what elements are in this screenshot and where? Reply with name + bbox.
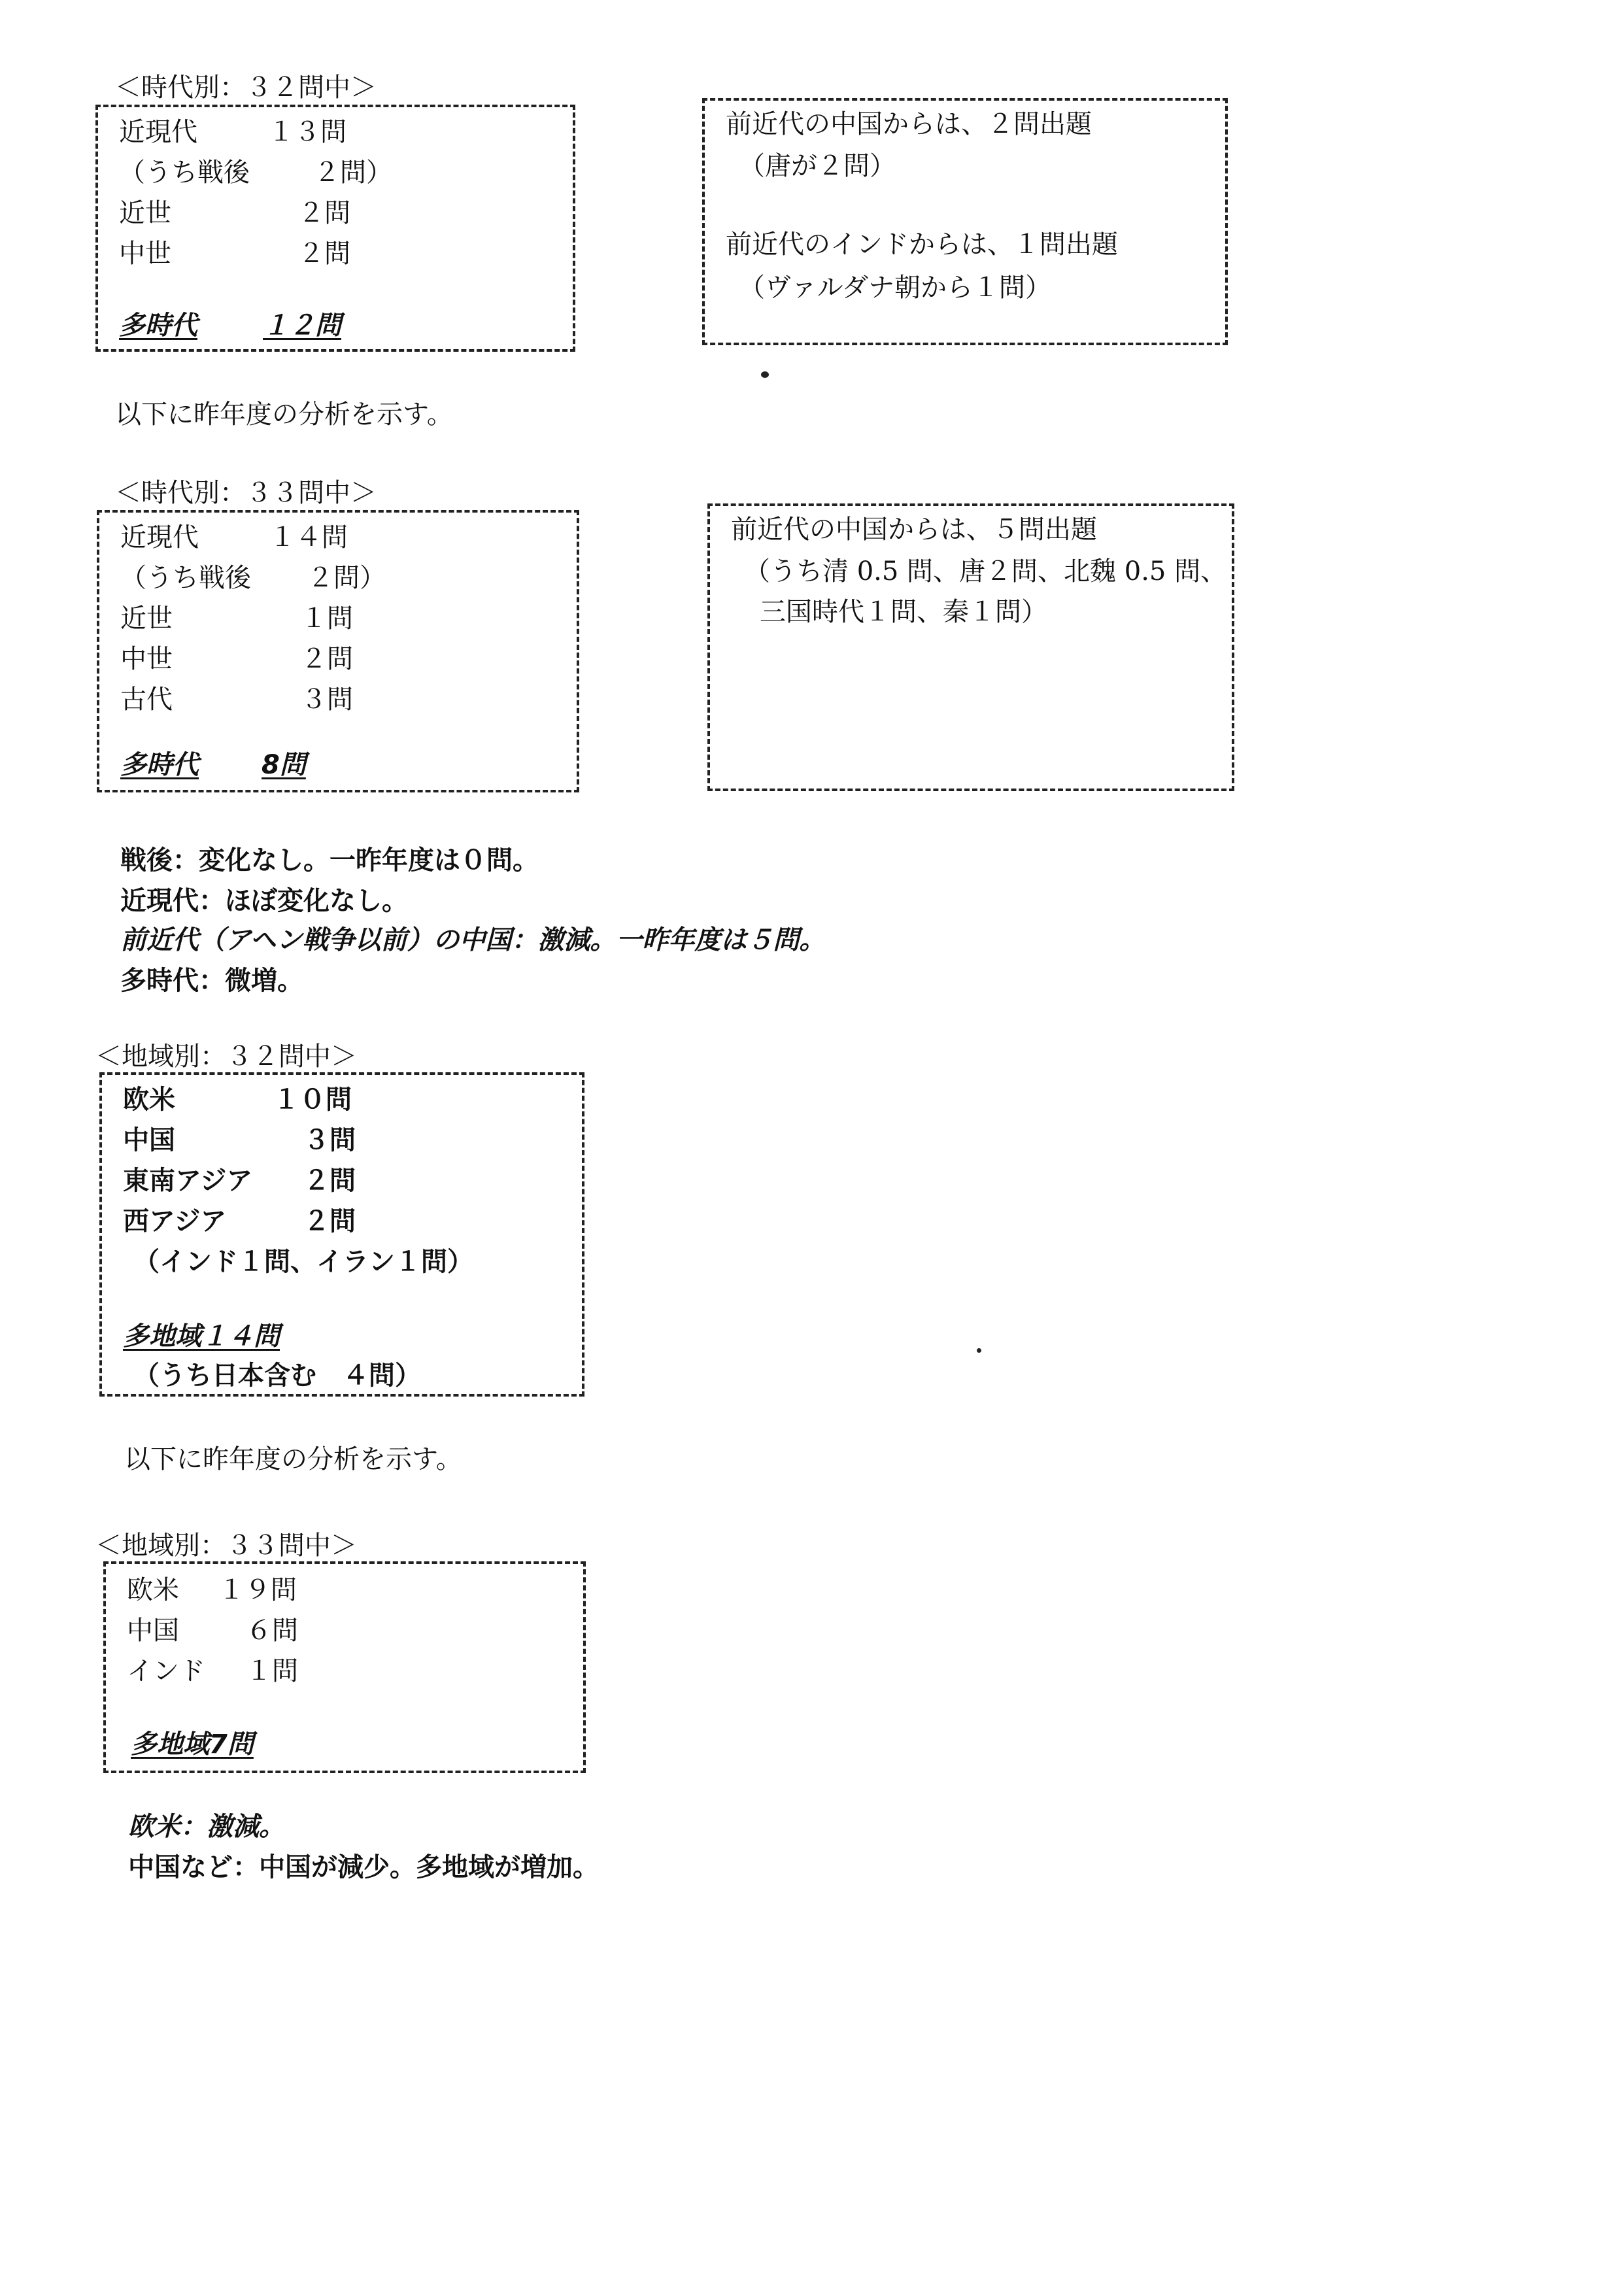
row-label: 中世 — [120, 644, 173, 674]
region-sub-note: （インド１問、イラン１問） — [133, 1247, 473, 1277]
era-current-heading: ＜時代別：３２問中＞ — [115, 73, 377, 103]
region-note-emphasis: 欧米：激減。 — [128, 1812, 285, 1842]
row-value: １問 — [301, 603, 353, 634]
row-value: ２問） — [314, 158, 392, 188]
multi-region-line: 多地域7問 — [131, 1729, 254, 1759]
row-label: 欧米 — [127, 1575, 179, 1605]
row-value: ２問 — [298, 239, 350, 269]
premodern-current-box — [702, 98, 1228, 345]
row-label: 近現代 — [119, 117, 197, 147]
row-label: 近世 — [119, 198, 171, 228]
region-note: 中国など：中国が減少。多地域が増加。 — [128, 1852, 599, 1882]
row-label: 近世 — [120, 603, 173, 634]
row-value: ３問 — [303, 1125, 356, 1155]
prev-intro-1: 以下に昨年度の分析を示す。 — [115, 399, 453, 430]
premodern-line: （うち清 0.5 問、唐２問、北魏 0.5 問、 — [744, 556, 1227, 586]
row-label: 中国 — [123, 1125, 175, 1155]
row-value: １９問 — [218, 1575, 297, 1605]
era-previous-box — [97, 510, 579, 792]
premodern-line: 前近代の中国からは、２問出題 — [726, 109, 1092, 139]
region-current-heading: ＜地域別：３２問中＞ — [95, 1042, 357, 1072]
row-label: 西アジア — [123, 1206, 227, 1236]
multi-era-label: 多時代 １２問 — [119, 311, 341, 341]
premodern-previous-box — [707, 503, 1234, 791]
row-value: ２問 — [303, 1166, 356, 1196]
row-value: ６問 — [246, 1616, 298, 1646]
row-label: 中世 — [119, 239, 171, 269]
premodern-line: （ヴァルダナ朝から１問） — [739, 273, 1051, 303]
row-label: 古代 — [120, 685, 173, 715]
multi-region-line: 多地域１４問 — [123, 1321, 280, 1351]
row-value: １３問 — [268, 117, 347, 147]
row-label: 欧米 — [123, 1085, 175, 1115]
row-value: １問 — [246, 1656, 298, 1686]
row-value: ２問 — [301, 644, 353, 674]
era-note: 近現代：ほぼ変化なし。 — [120, 886, 408, 916]
row-label: （うち戦後 — [120, 563, 251, 593]
region-previous-heading: ＜地域別：３３問中＞ — [95, 1531, 357, 1561]
multi-era-label: 多時代 8問 — [120, 750, 306, 780]
region-current-box — [99, 1072, 584, 1397]
row-label: （うち戦後 — [119, 158, 250, 188]
era-previous-heading: ＜時代別：３３問中＞ — [115, 478, 377, 508]
prev-intro-2: 以下に昨年度の分析を示す。 — [124, 1444, 462, 1474]
premodern-line: 前近代のインドからは、１問出題 — [726, 229, 1118, 260]
row-label: インド — [127, 1656, 205, 1686]
era-note: 多時代：微増。 — [120, 966, 303, 996]
premodern-line: （唐が２問） — [739, 151, 896, 181]
era-current-box — [95, 105, 575, 352]
row-value: ２問 — [298, 198, 350, 228]
speck — [977, 1348, 981, 1353]
era-note: 戦後：変化なし。一昨年度は０問。 — [120, 845, 539, 875]
premodern-line: 前近代の中国からは、５問出題 — [731, 515, 1097, 545]
row-value: ２問 — [303, 1206, 356, 1236]
speck — [761, 371, 769, 378]
row-value: ２問） — [307, 563, 386, 593]
row-label: 東南アジア — [123, 1166, 253, 1196]
multi-region-sub: （うち日本含む ４問） — [133, 1361, 421, 1391]
era-note-emphasis: 前近代（アヘン戦争以前）の中国：激減。一昨年度は５問。 — [120, 925, 826, 955]
region-previous-box — [103, 1561, 586, 1773]
premodern-line: 三国時代１問、秦１問） — [760, 597, 1047, 627]
row-label: 近現代 — [120, 522, 199, 552]
row-value: １０問 — [273, 1085, 352, 1115]
row-label: 中国 — [127, 1616, 179, 1646]
row-value: １４問 — [269, 522, 348, 552]
row-value: ３問 — [301, 685, 353, 715]
